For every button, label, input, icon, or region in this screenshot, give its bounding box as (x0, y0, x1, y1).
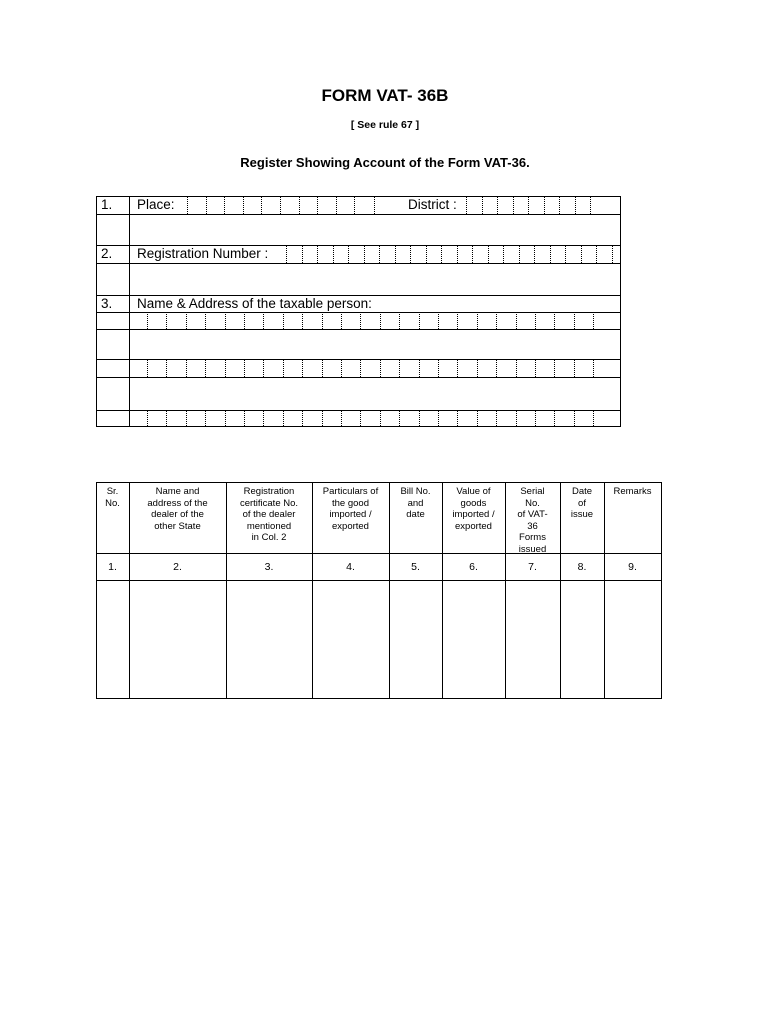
column-header: Date (571, 486, 593, 497)
register-entry-cell[interactable] (443, 581, 504, 697)
column-number: 1. (108, 561, 117, 573)
register-entry-cell[interactable] (506, 581, 559, 697)
column-header: of (578, 497, 586, 509)
column-header: certificate No. (239, 497, 299, 509)
column-header: address of the (147, 497, 208, 509)
registration-number-input[interactable] (287, 246, 619, 262)
field-number: 1. (101, 197, 113, 212)
table-border-bottom (96, 698, 661, 699)
register-entry-cell[interactable] (130, 581, 225, 697)
column-header: Serial (520, 486, 545, 497)
column-number: 6. (469, 561, 478, 573)
field-label: Registration Number : (137, 246, 269, 261)
district-input[interactable] (467, 197, 619, 213)
column-header: and (407, 497, 424, 509)
district-label: District : (408, 197, 457, 212)
table-border (661, 482, 662, 699)
column-header: Particulars of (322, 486, 379, 497)
field-label: Name & Address of the taxable person: (137, 296, 372, 311)
form-title: FORM VAT- 36B (321, 86, 449, 105)
column-header: other State (154, 520, 201, 532)
register-entry-cell[interactable] (227, 581, 311, 697)
field-label: Place: (137, 197, 175, 212)
column-header: exported (455, 520, 492, 532)
column-header: Name and (155, 486, 200, 497)
column-header: No. (105, 497, 120, 509)
registration-continuation-input[interactable] (130, 264, 619, 294)
box-divider (374, 196, 375, 214)
column-number: 5. (411, 561, 420, 573)
column-header: 36 (527, 520, 538, 532)
name-address-input[interactable] (97, 313, 619, 425)
column-header: issue (570, 509, 594, 520)
column-header: mentioned (246, 520, 292, 532)
column-header: Bill No. (400, 486, 431, 497)
column-number: 9. (628, 561, 637, 573)
column-number: 4. (346, 561, 355, 573)
column-header: dealer of the (151, 509, 204, 520)
column-header: of the dealer (242, 509, 296, 520)
column-header: Registration (243, 486, 295, 497)
column-header: Value of (456, 486, 491, 497)
form-border-bottom (96, 426, 620, 427)
form-subtitle: Register Showing Account of the Form VAT-36. (240, 155, 530, 170)
register-entry-cell[interactable] (561, 581, 603, 697)
register-entry-cell[interactable] (313, 581, 388, 697)
column-header: imported / (452, 509, 495, 520)
place-input[interactable] (188, 197, 373, 213)
register-entry-cell[interactable] (97, 581, 128, 697)
column-header: Sr. (106, 486, 119, 497)
column-number: 8. (577, 561, 587, 573)
column-header: goods (460, 497, 487, 509)
field-number: 3. (101, 296, 113, 311)
field-number: 2. (101, 246, 113, 261)
column-header: of VAT- (517, 509, 548, 520)
register-entry-cell[interactable] (605, 581, 660, 697)
form-border-right (620, 196, 621, 427)
column-header: date (406, 509, 425, 520)
column-header: the good (332, 497, 369, 509)
column-header: Forms (519, 532, 546, 543)
column-header: in Col. 2 (251, 532, 287, 543)
column-header: Remarks (613, 486, 652, 497)
rule-reference: [ See rule 67 ] (350, 119, 420, 131)
column-number: 3. (264, 561, 274, 573)
register-entry-cell[interactable] (390, 581, 441, 697)
column-header: issued (518, 543, 547, 555)
column-header: imported / (329, 509, 372, 520)
header-divider (96, 553, 661, 554)
place-continuation-input[interactable] (130, 215, 619, 244)
column-number: 7. (528, 561, 537, 573)
table-border-top (96, 482, 661, 483)
column-number: 2. (173, 561, 182, 573)
column-header: No. (525, 497, 540, 509)
column-header: exported (332, 520, 369, 532)
